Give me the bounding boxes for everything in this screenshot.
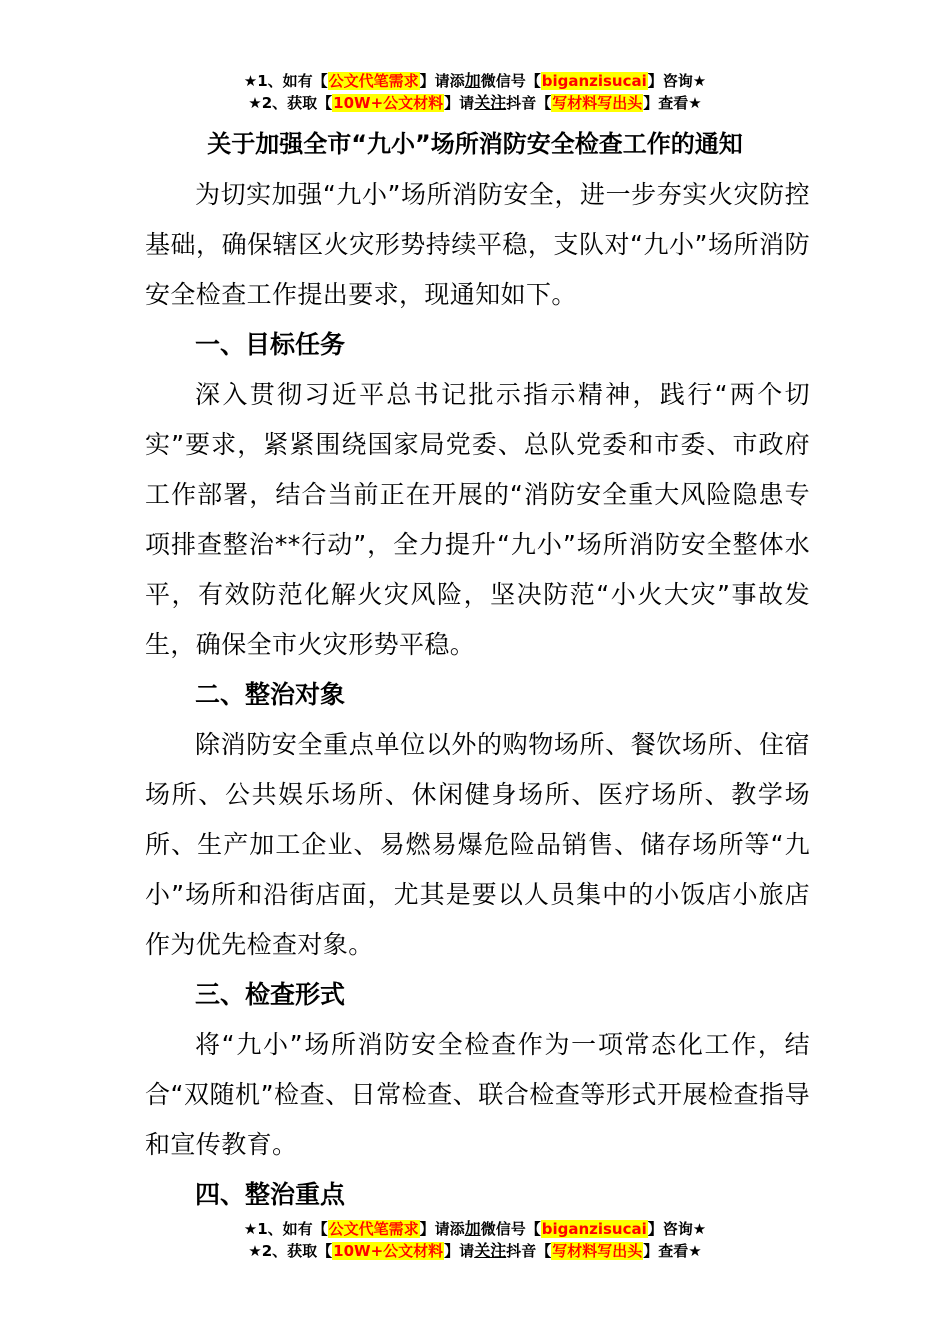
promo-line-2: ★2、获取【10W+公文材料】请关注抖音【写材料写出头】查看★ xyxy=(248,93,702,112)
section-heading-targets: 一、目标任务 xyxy=(195,330,346,359)
star-icon: ★ xyxy=(688,94,702,112)
promo-line-2: ★2、获取【10W+公文材料】请关注抖音【写材料写出头】查看★ xyxy=(248,1241,702,1260)
section-heading-focus: 四、整治重点 xyxy=(195,1180,346,1209)
section-heading-form: 三、检查形式 xyxy=(195,980,346,1009)
wechat-id-highlight: biganzisucai xyxy=(541,72,647,90)
douyin-highlight: 写材料写出头 xyxy=(552,1242,643,1260)
star-icon: ★ xyxy=(692,72,707,90)
promo-line-1: ★1、如有【公文代笔需求】请添加微信号【biganzisucai】咨询★ xyxy=(243,1219,707,1238)
star-icon: ★ xyxy=(243,72,258,90)
promo-highlight: 公文代笔需求 xyxy=(328,1220,419,1238)
star-icon: ★ xyxy=(248,94,262,112)
section-paragraph-objects: 除消防安全重点单位以外的购物场所、餐饮场所、住宿场所、公共娱乐场所、休闲健身场所、医疗场所、教学场所、生产加工企业、易燃易爆危险品销售、储存场所等“九小”场所和沿街店面，尤其是要以人员集中的小饭店小旅店作为优先检查对象。 xyxy=(145,730,810,959)
douyin-highlight: 写材料写出头 xyxy=(552,94,643,112)
promo-highlight: 10W+公文材料 xyxy=(333,1242,444,1260)
section-paragraph-targets: 深入贯彻习近平总书记批示指示精神，践行“两个切实”要求，紧紧围绕国家局党委、总队党委和市委、市政府工作部署，结合当前正在开展的“消防安全重大风险隐患专项排查整治**行动”，全力提升“九小”场所消防安全整体水平，有效防范化解火灾风险，坚决防范“小火大灾”事故发生，确保全市火灾形势平稳。 xyxy=(145,380,810,659)
promo-highlight: 10W+公文材料 xyxy=(333,94,444,112)
star-icon: ★ xyxy=(688,1242,702,1260)
footer-promo-banner xyxy=(0,1218,950,1262)
star-icon: ★ xyxy=(243,1220,258,1238)
promo-highlight: 公文代笔需求 xyxy=(328,72,419,90)
intro-paragraph: 为切实加强“九小”场所消防安全，进一步夯实火灾防控基础，确保辖区火灾形势持续平稳，支队对“九小”场所消防安全检查工作提出要求，现通知如下。 xyxy=(145,180,810,309)
document-body xyxy=(145,170,810,1220)
star-icon: ★ xyxy=(248,1242,262,1260)
header-promo-banner xyxy=(0,70,950,114)
document-title: 关于加强全市“九小”场所消防安全检查工作的通知 xyxy=(207,130,743,158)
wechat-id-highlight: biganzisucai xyxy=(541,1220,647,1238)
section-paragraph-form: 将“九小”场所消防安全检查作为一项常态化工作，结合“双随机”检查、日常检查、联合检查等形式开展检查指导和宣传教育。 xyxy=(145,1030,810,1159)
star-icon: ★ xyxy=(692,1220,707,1238)
promo-line-1: ★1、如有【公文代笔需求】请添加微信号【biganzisucai】咨询★ xyxy=(243,71,707,90)
section-heading-objects: 二、整治对象 xyxy=(195,680,346,709)
